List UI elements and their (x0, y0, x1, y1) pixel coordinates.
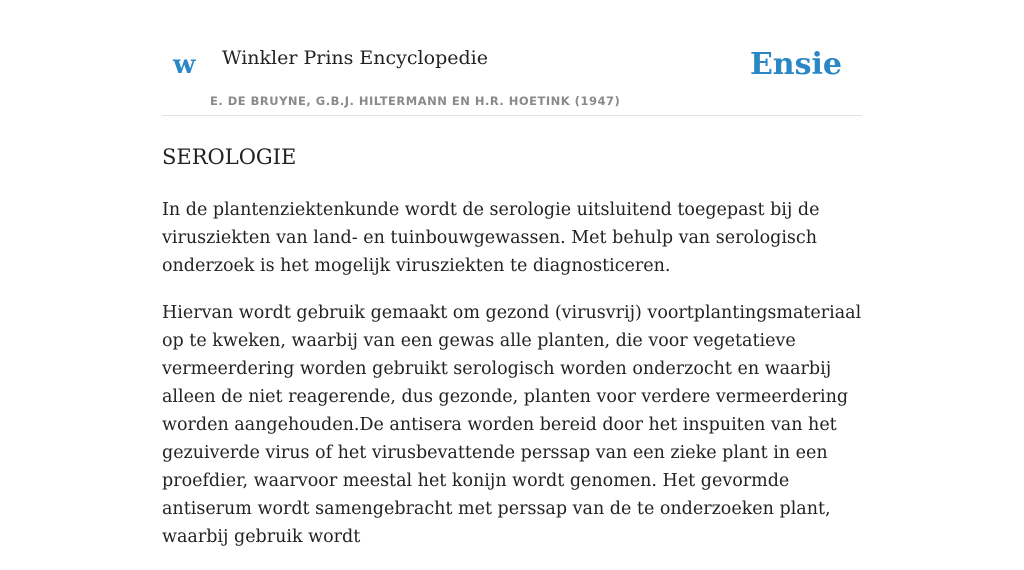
ensie-logo[interactable]: Ensie (749, 47, 842, 82)
entry-paragraph: Hiervan wordt gebruik gemaakt om gezond (virusvrij) voortplantingsmateriaal op te kweken, waarbij van een gewas alle planten, die voor vegetatieve vermeerdering worden gebruikt serologisch worden onderzocht en waarbij alleen de niet reagerende, dus gezonde, planten voor verdere vermeerdering worden aangehouden.De antisera worden bereid door het inspuiten van het gezuiverde virus of het virusbevattende perssap van een zieke plant in een proefdier, waarvoor meestal het konijn wordt genomen. Het gevormde antiserum wordt samengebracht met perssap van de te onderzoeken plant, waarbij gebruik wordt (162, 303, 862, 547)
entry-paragraph: In de plantenziektenkunde wordt de serologie uitsluitend toegepast bij de virusziekten van land- en tuinbouwgewassen. Met behulp van serologisch onderzoek is het mogelijk virusziekten te diagnosticeren. (162, 200, 820, 276)
winkler-prins-logo-icon: w (173, 50, 196, 80)
source-title[interactable]: Winkler Prins Encyclopedie (222, 47, 488, 69)
source-header (162, 0, 862, 116)
entry-body (162, 196, 862, 551)
entry-title: SEROLOGIE (162, 145, 297, 169)
source-authors: E. DE BRUYNE, G.B.J. HILTERMANN EN H.R. HOETINK (1947) (210, 94, 621, 108)
article-container (162, 0, 862, 570)
